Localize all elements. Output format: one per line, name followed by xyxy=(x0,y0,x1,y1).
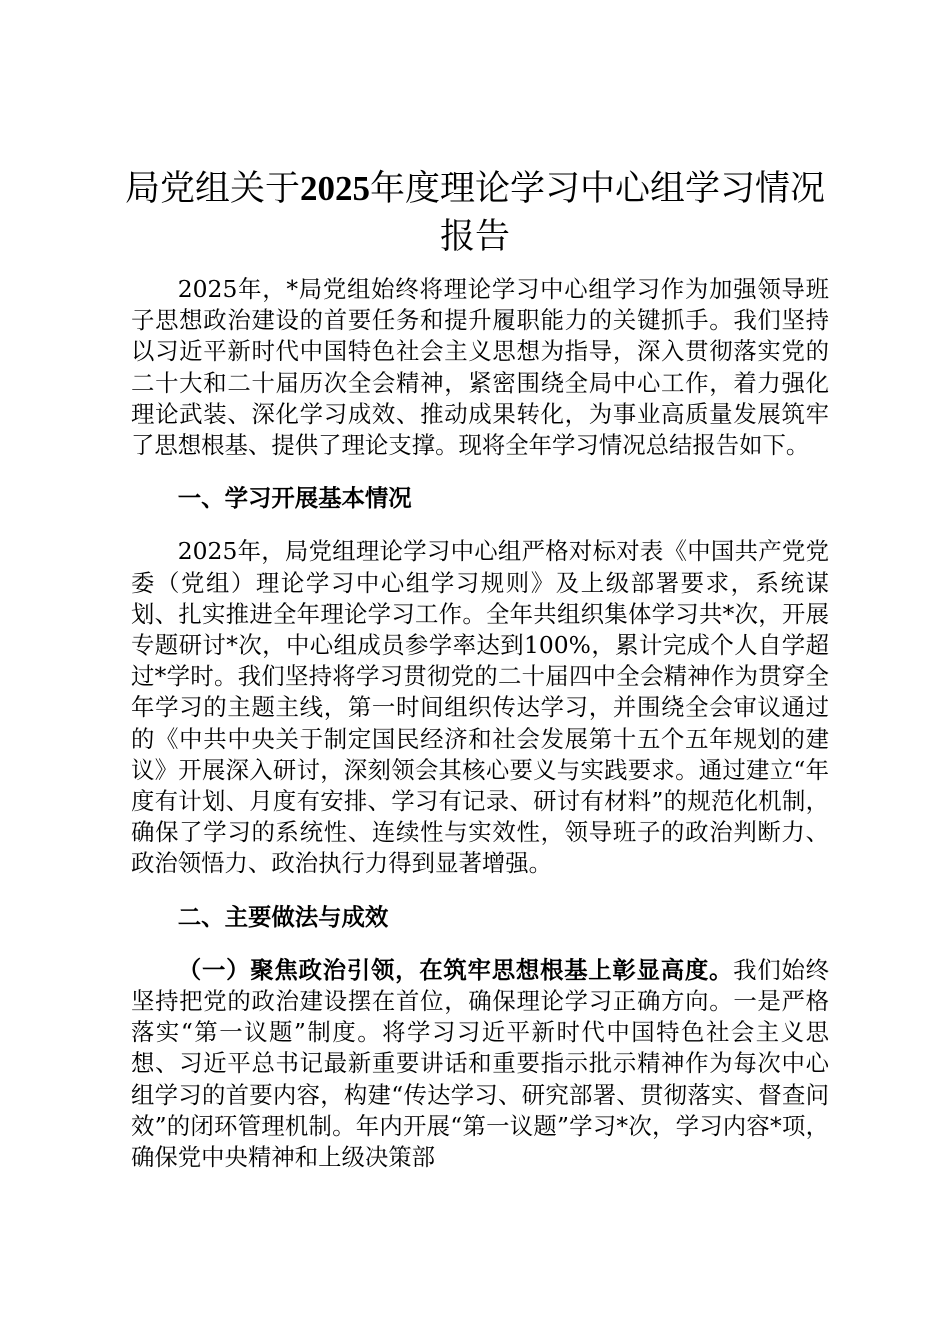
subsection1-paragraph xyxy=(131,955,829,1173)
intro-paragraph: 2025年，*局党组始终将理论学习中心组学习作为加强领导班子思想政治建设的首要任务和提升履职能力的关键抓手。我们坚持以习近平新时代中国特色社会主义思想为指导，深入贯彻落实党的二十大和二十届历次全会精神，紧密围绕全局中心工作，着力强化理论武装、深化学习成效、推动成果转化，为事业高质量发展筑牢了思想根基、提供了理论支撑。现将全年学习情况总结报告如下。 xyxy=(131,275,829,460)
subsection1-text: 我们始终坚持把党的政治建设摆在首位，确保理论学习正确方向。一是严格落实“第一议题”制度。将学习习近平新时代中国特色社会主义思想、习近平总书记最新重要讲话和重要指示批示精神作为每次中心组学习的首要内容，构建“传达学习、研究部署、贯彻落实、督查问效”的闭环管理机制。年内开展“第一议题”学习*次，学习内容*项，确保党中央精神和上级决策部 xyxy=(131,955,830,1172)
document-title xyxy=(120,165,830,261)
document-body xyxy=(131,274,829,1173)
section1-paragraph: 2025年，局党组理论学习中心组严格对标对表《中国共产党党委（党组）理论学习中心组学习规则》及上级部署要求，系统谋划、扎实推进全年理论学习工作。全年共组织集体学习共*次，开展专题研讨*次，中心组成员参学率达到100%，累计完成个人自学超过*学时。我们坚持将学习贯彻党的二十届四中全会精神作为贯穿全年学习的主题主线，第一时间组织传达学习，并围绕全会审议通过的《中共中央关于制定国民经济和社会发展第十五个五年规划的建议》开展深入研讨，深刻领会其核心要义与实践要求。通过建立“年度有计划、月度有安排、学习有记录、研讨有材料”的规范化机制，确保了学习的系统性、连续性与实效性，领导班子的政治判断力、政治领悟力、政治执行力得到显著增强。 xyxy=(131,537,829,878)
title-part1: 局党组关于 xyxy=(124,169,300,209)
section2-heading: 二、主要做法与成效 xyxy=(177,902,389,931)
title-part2: 年度理论学习中心组学习情况报告 xyxy=(370,169,826,257)
title-year: 2025 xyxy=(300,169,370,208)
subsection1-lead: （一）聚焦政治引领，在筑牢思想根基上彰显高度。 xyxy=(177,955,734,984)
section1-heading: 一、学习开展基本情况 xyxy=(177,484,412,513)
